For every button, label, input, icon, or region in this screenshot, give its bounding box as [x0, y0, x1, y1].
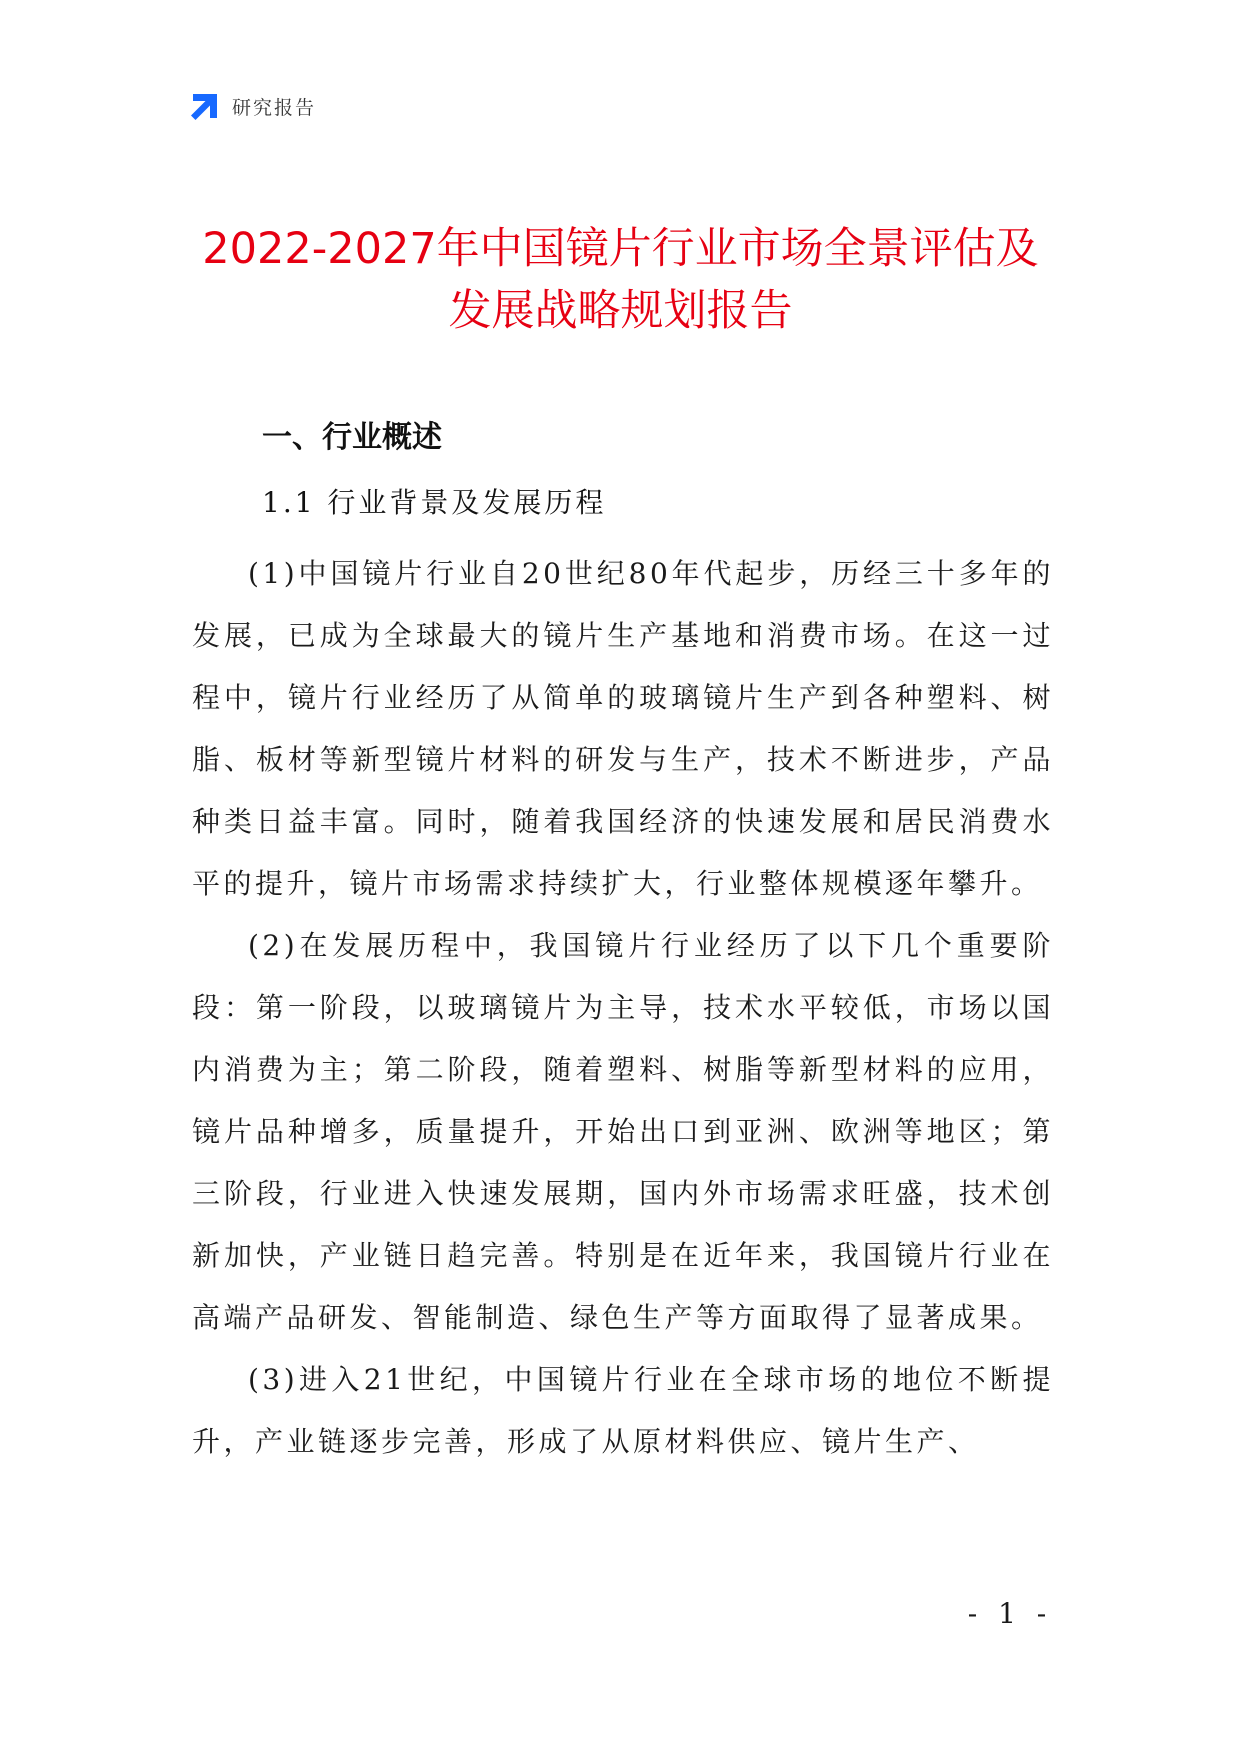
page-number: - 1 - [967, 1597, 1053, 1630]
header-label: 研究报告 [232, 96, 317, 119]
section-heading: 一、行业概述 [262, 420, 442, 455]
arrow-up-right-icon [190, 91, 220, 121]
paragraph-3: (3)进入21世纪，中国镜片行业在全球市场的地位不断提升，产业链逐步完善，形成了从原材料供应、镜片生产、 [192, 1363, 1054, 1458]
paragraph-1: (1)中国镜片行业自20世纪80年代起步，历经三十多年的发展，已成为全球最大的镜片生产基地和消费市场。在这一过程中，镜片行业经历了从简单的玻璃镜片生产到各种塑料、树脂、板材等新型镜片材料的研发与生产，技术不断进步，产品种类日益丰富。同时，随着我国经济的快速发展和居民消费水平的提升，镜片市场需求持续扩大，行业整体规模逐年攀升。 [192, 557, 1054, 900]
title-line-1: 2022-2027年中国镜片行业市场全景评估及 [202, 224, 1039, 274]
body-text [192, 543, 1054, 1473]
report-header [190, 90, 316, 122]
title-line-2: 发展战略规划报告 [448, 286, 793, 336]
subsection-heading: 1.1 行业背景及发展历程 [262, 486, 607, 519]
document-title [160, 218, 1081, 342]
paragraph-2: (2)在发展历程中，我国镜片行业经历了以下几个重要阶段：第一阶段，以玻璃镜片为主导，技术水平较低，市场以国内消费为主；第二阶段，随着塑料、树脂等新型材料的应用，镜片品种增多，质量提升，开始出口到亚洲、欧洲等地区；第三阶段，行业进入快速发展期，国内外市场需求旺盛，技术创新加快，产业链日趋完善。特别是在近年来，我国镜片行业在高端产品研发、智能制造、绿色生产等方面取得了显著成果。 [192, 929, 1054, 1334]
